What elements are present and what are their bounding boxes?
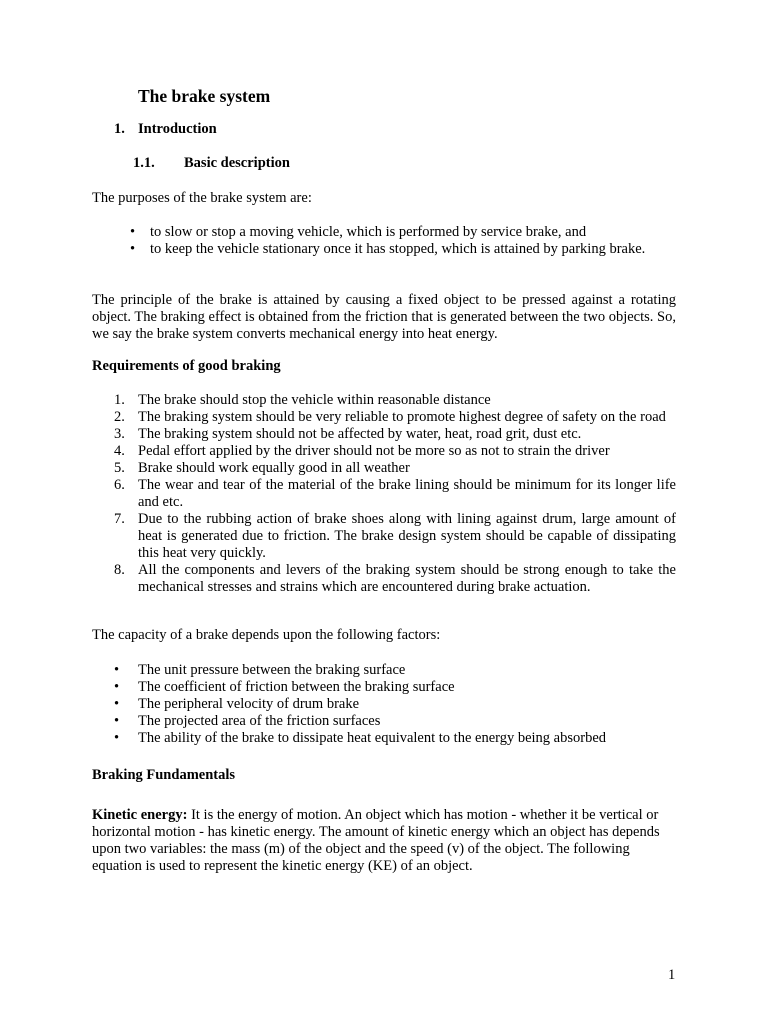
- subsection-heading: [133, 155, 290, 172]
- list-item-text: Due to the rubbing action of brake shoes along with lining against drum, large amount of heat is generated due to friction. The brake design system should be capable of dissipating this heat very quickly.: [138, 511, 676, 561]
- list-item-text: The brake should stop the vehicle within reasonable distance: [138, 392, 491, 408]
- subsection-number: 1.1.: [133, 155, 155, 171]
- list-item-text: The ability of the brake to dissipate heat equivalent to the energy being absorbed: [138, 730, 607, 746]
- list-item: [92, 392, 676, 409]
- list-item: [92, 460, 676, 477]
- bullet-icon: •: [130, 224, 136, 240]
- list-item-text: The projected area of the friction surfaces: [138, 713, 381, 729]
- list-item-text: The coefficient of friction between the braking surface: [138, 679, 455, 695]
- page-number: 1: [668, 967, 676, 983]
- factors-list: [92, 662, 676, 747]
- purposes-intro: The purposes of the brake system are:: [92, 190, 312, 206]
- requirements-heading: Requirements of good braking: [92, 358, 281, 374]
- kinetic-energy-text: It is the energy of motion. An object which has motion - whether it be vertical or horizontal motion - has kinetic energy. The amount of kinetic energy which an object has depends upon two variables: the mass (m) of the object and the speed (v) of the object. The following equation is used to represent the kinetic energy (KE) of an object.: [92, 807, 660, 874]
- list-item-text: The unit pressure between the braking surface: [138, 662, 406, 678]
- item-number: 8.: [114, 562, 125, 578]
- list-item: [92, 730, 676, 747]
- bullet-icon: •: [114, 730, 120, 746]
- list-item-text: The braking system should be very reliable to promote highest degree of safety on the road: [138, 409, 666, 425]
- list-item-text: to slow or stop a moving vehicle, which is performed by service brake, and: [150, 224, 587, 240]
- list-item: [92, 662, 676, 679]
- list-item-text: The wear and tear of the material of the brake lining should be minimum for its longer life and etc.: [138, 477, 676, 510]
- fundamentals-heading: Braking Fundamentals: [92, 767, 236, 783]
- list-item-text: The peripheral velocity of drum brake: [138, 696, 360, 712]
- bullet-icon: •: [114, 662, 120, 678]
- capacity-intro: The capacity of a brake depends upon the following factors:: [92, 627, 441, 643]
- list-item: [92, 224, 676, 241]
- bullet-icon: •: [130, 241, 136, 257]
- section-label: Introduction: [138, 121, 217, 137]
- requirements-list: [92, 392, 676, 596]
- section-number: 1.: [114, 121, 125, 137]
- list-item: [92, 679, 676, 696]
- list-item-text: to keep the vehicle stationary once it has stopped, which is attained by parking brake.: [150, 241, 646, 257]
- item-number: 2.: [114, 409, 125, 425]
- subsection-label: Basic description: [184, 155, 290, 171]
- item-number: 1.: [114, 392, 125, 408]
- item-number: 5.: [114, 460, 125, 476]
- list-item-text: The braking system should not be affected by water, heat, road grit, dust etc.: [138, 426, 582, 442]
- item-number: 3.: [114, 426, 125, 442]
- list-item: [92, 241, 676, 258]
- page-title: The brake system: [138, 86, 271, 106]
- list-item: [92, 409, 676, 426]
- bullet-icon: •: [114, 679, 120, 695]
- list-item: [92, 426, 676, 443]
- list-item: [92, 443, 676, 460]
- item-number: 6.: [114, 477, 125, 493]
- kinetic-energy-paragraph: [92, 807, 676, 875]
- list-item: [92, 562, 676, 596]
- list-item: [92, 713, 676, 730]
- list-item: [92, 477, 676, 511]
- principle-paragraph: The principle of the brake is attained by causing a fixed object to be pressed against a rotating object. The braking effect is obtained from the friction that is generated between the two objects. So, we say the brake system converts mechanical energy into heat energy.: [92, 292, 676, 342]
- item-number: 7.: [114, 511, 125, 527]
- list-item-text: Brake should work equally good in all weather: [138, 460, 410, 476]
- item-number: 4.: [114, 443, 125, 459]
- list-item-text: All the components and levers of the braking system should be strong enough to take the mechanical stresses and strains which are encountered during brake actuation.: [138, 562, 676, 595]
- section-heading: [114, 121, 217, 138]
- list-item-text: Pedal effort applied by the driver should not be more so as not to strain the driver: [138, 443, 610, 459]
- bullet-icon: •: [114, 713, 120, 729]
- list-item: [92, 696, 676, 713]
- kinetic-energy-label: Kinetic energy:: [92, 807, 188, 823]
- purposes-list: [92, 224, 676, 258]
- list-item: [92, 511, 676, 562]
- bullet-icon: •: [114, 696, 120, 712]
